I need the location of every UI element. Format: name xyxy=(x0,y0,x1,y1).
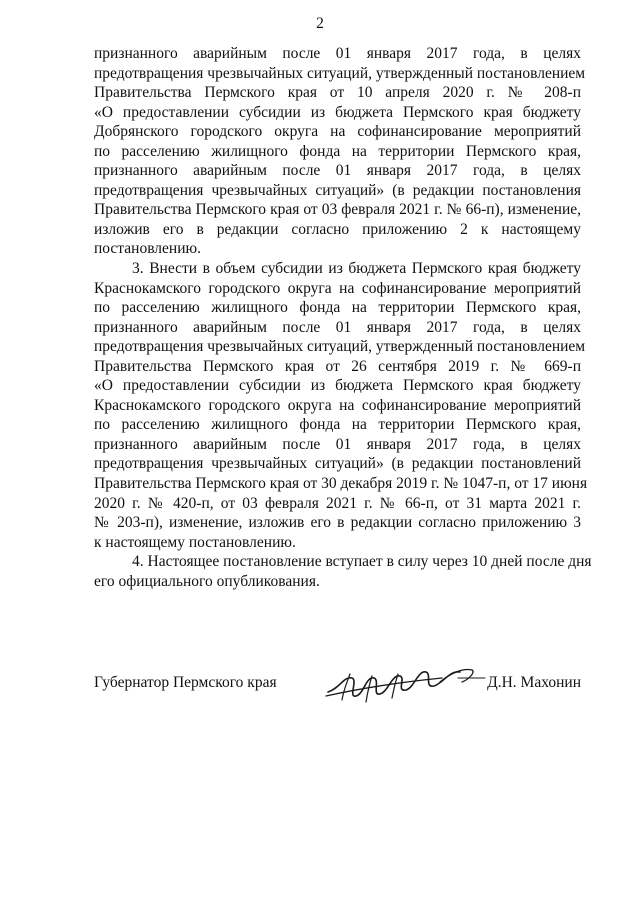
page-number: 2 xyxy=(316,15,324,32)
body-line: к настоящему постановлению. xyxy=(94,533,296,551)
body-line: предотвращения чрезвычайных ситуаций» (в редакции постановлений xyxy=(94,455,581,473)
body-line: 2020 г. № 420-п, от 03 февраля 2021 г. № 66-п, от 31 марта 2021 г. xyxy=(94,494,581,512)
body-line: признанного аварийным после 01 января 2017 года, в целях xyxy=(94,45,581,62)
body-line: № 203-п), изменение, изложив его в редакции согласно приложению 3 xyxy=(94,514,581,532)
body-line: по расселению жилищного фонда на территории Пермского края, xyxy=(94,142,581,160)
body-line: предотвращения чрезвычайных ситуаций, утвержденный постановлением xyxy=(94,338,586,356)
body-line: предотвращения чрезвычайных ситуаций, утвержденный постановлением xyxy=(94,64,586,82)
signer-position: Губернатор Пермского края xyxy=(94,674,277,691)
body-line: Правительства Пермского края от 30 декабря 2019 г. № 1047-п, от 17 июня xyxy=(94,475,588,493)
body-line: признанного аварийным после 01 января 2017 года, в целях xyxy=(94,435,581,453)
body-line: Добрянского городского округа на софинансирование мероприятий xyxy=(94,123,581,141)
document-body xyxy=(94,44,592,591)
body-line: Правительства Пермского края от 26 сентября 2019 г. № 669-п xyxy=(94,357,581,375)
signer-name: Д.Н. Махонин xyxy=(487,674,581,691)
body-line: «О предоставлении субсидии из бюджета Пермского края бюджету xyxy=(94,103,581,121)
body-line: Правительства Пермского края от 10 апреля 2020 г. № 208-п xyxy=(94,84,581,102)
body-line: Краснокамского городского округа на софинансирование мероприятий xyxy=(94,396,581,414)
body-line: признанного аварийным после 01 января 2017 года, в целях xyxy=(94,162,581,180)
paragraph-3-start: 3. Внести в объем субсидии из бюджета Пермского края бюджету xyxy=(132,260,581,278)
body-line: признанного аварийным после 01 января 2017 года, в целях xyxy=(94,318,581,336)
body-line: по расселению жилищного фонда на территории Пермского края, xyxy=(94,416,581,434)
body-line: Краснокамского городского округа на софинансирование мероприятий xyxy=(94,279,581,297)
body-line: по расселению жилищного фонда на территории Пермского края, xyxy=(94,299,581,317)
body-line: изложив его в редакции согласно приложению 2 к настоящему xyxy=(94,220,581,238)
signature-block xyxy=(94,670,581,710)
body-line: постановлению. xyxy=(94,240,201,258)
body-line: Правительства Пермского края от 03 февраля 2021 г. № 66-п), изменение, xyxy=(94,201,581,219)
paragraph-4-start: 4. Настоящее постановление вступает в силу через 10 дней после дня xyxy=(132,553,592,571)
body-line: «О предоставлении субсидии из бюджета Пермского края бюджету xyxy=(94,377,581,395)
handwritten-signature xyxy=(322,658,487,708)
body-line: его официального опубликования. xyxy=(94,572,320,590)
body-line: предотвращения чрезвычайных ситуаций» (в редакции постановления xyxy=(94,181,581,199)
